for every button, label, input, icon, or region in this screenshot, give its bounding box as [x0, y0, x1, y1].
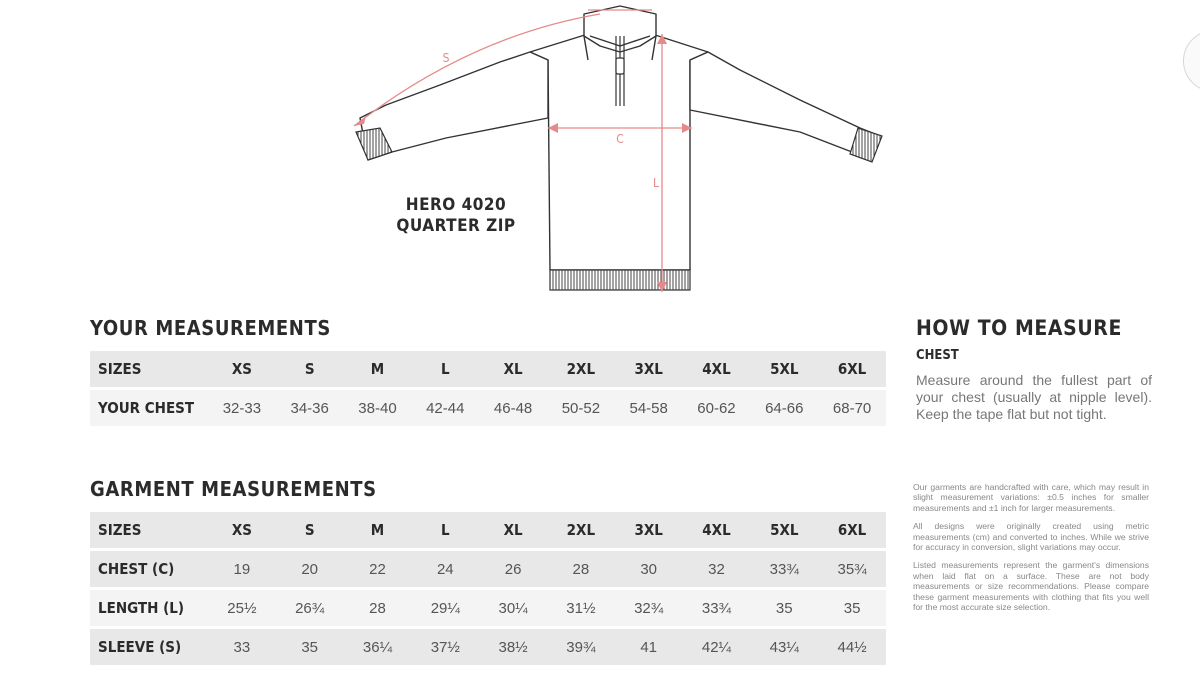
table-cell: 24	[411, 551, 479, 587]
garment-diagram	[340, 0, 900, 300]
measurement-notes	[913, 482, 1149, 620]
table-header-row	[90, 512, 886, 548]
product-name	[396, 195, 516, 237]
table-cell: 32¾	[615, 590, 683, 626]
table-cell: 37½	[411, 629, 479, 665]
row-label-sleeve: SLEEVE (S)	[90, 629, 208, 665]
size-xl: XL	[479, 351, 547, 387]
table-cell: 42-44	[411, 390, 479, 426]
table-cell: 44½	[818, 629, 886, 665]
how-to-measure-text: Measure around the fullest part of your chest (usually at nipple level). Keep the tape flat but not tight.	[916, 372, 1152, 422]
table-cell: 35	[818, 590, 886, 626]
product-name-line2: QUARTER ZIP	[396, 216, 516, 236]
table-cell: 38½	[479, 629, 547, 665]
table-cell: 39¾	[547, 629, 615, 665]
table-cell: 34-36	[276, 390, 344, 426]
chest-label: C	[616, 132, 624, 146]
garment-measurements-table	[90, 509, 886, 668]
table-cell: 32-33	[208, 390, 276, 426]
your-measurements-table	[90, 348, 886, 429]
table-cell: 33¾	[683, 590, 751, 626]
sizes-label: SIZES	[90, 351, 208, 387]
table-cell: 46-48	[479, 390, 547, 426]
size-xl: XL	[479, 512, 547, 548]
table-cell: 35	[750, 590, 818, 626]
table-cell: 22	[344, 551, 412, 587]
size-s: S	[276, 512, 344, 548]
table-cell: 29¼	[411, 590, 479, 626]
garment-measurements-title: GARMENT MEASUREMENTS	[90, 477, 377, 501]
table-cell: 42¼	[683, 629, 751, 665]
table-header-row	[90, 351, 886, 387]
table-cell: 25½	[208, 590, 276, 626]
size-2xl: 2XL	[547, 512, 615, 548]
table-row	[90, 390, 886, 426]
table-cell: 26	[479, 551, 547, 587]
table-cell: 26¾	[276, 590, 344, 626]
table-cell: 60-62	[683, 390, 751, 426]
size-s: S	[276, 351, 344, 387]
table-cell: 54-58	[615, 390, 683, 426]
note-metric: All designs were originally created using metric measurements (cm) and converted to inches. While we strive for accuracy in conversion, slight variations may occur.	[913, 521, 1149, 553]
length-label: L	[652, 176, 660, 190]
size-4xl: 4XL	[683, 512, 751, 548]
size-6xl: 6XL	[818, 512, 886, 548]
hem-band	[550, 270, 690, 290]
note-handcrafted: Our garments are handcrafted with care, which may result in slight measurement variations: ±0.5 inches for smaller measurements and ±1 inch for larger measurements.	[913, 482, 1149, 513]
size-m: M	[344, 512, 412, 548]
size-l: L	[411, 512, 479, 548]
table-cell: 43¼	[750, 629, 818, 665]
table-cell: 36¼	[344, 629, 412, 665]
row-label-chest: CHEST (C)	[90, 551, 208, 587]
size-3xl: 3XL	[615, 351, 683, 387]
product-name-line1: HERO 4020	[405, 195, 507, 215]
table-row	[90, 629, 886, 665]
table-row	[90, 590, 886, 626]
size-xs: XS	[208, 351, 276, 387]
size-5xl: 5XL	[750, 512, 818, 548]
table-cell: 50-52	[547, 390, 615, 426]
size-m: M	[344, 351, 412, 387]
table-cell: 35	[276, 629, 344, 665]
size-l: L	[411, 351, 479, 387]
table-cell: 32	[683, 551, 751, 587]
size-xs: XS	[208, 512, 276, 548]
table-cell: 33¾	[750, 551, 818, 587]
row-label-length: LENGTH (L)	[90, 590, 208, 626]
size-5xl: 5XL	[750, 351, 818, 387]
table-cell: 35¾	[818, 551, 886, 587]
row-label-your-chest: YOUR CHEST	[90, 390, 208, 426]
table-row	[90, 551, 886, 587]
table-cell: 20	[276, 551, 344, 587]
size-4xl: 4XL	[683, 351, 751, 387]
size-6xl: 6XL	[818, 351, 886, 387]
how-to-measure-subtitle: CHEST	[916, 348, 959, 363]
table-cell: 30¼	[479, 590, 547, 626]
size-3xl: 3XL	[615, 512, 683, 548]
carousel-next-button[interactable]	[1183, 30, 1200, 92]
how-to-measure-title: HOW TO MEASURE	[916, 316, 1122, 340]
table-cell: 33	[208, 629, 276, 665]
your-measurements-title: YOUR MEASUREMENTS	[90, 316, 331, 340]
sizes-label: SIZES	[90, 512, 208, 548]
table-cell: 31½	[547, 590, 615, 626]
note-flat-measurements: Listed measurements represent the garment's dimensions when laid flat on a surface. These are not body measurements or size recommendations. Please compare these garment measurements with clothing that fits you well for the most accurate size selection.	[913, 560, 1149, 613]
sleeve-label: S	[442, 51, 450, 65]
table-cell: 68-70	[818, 390, 886, 426]
table-cell: 64-66	[750, 390, 818, 426]
table-cell: 38-40	[344, 390, 412, 426]
table-cell: 30	[615, 551, 683, 587]
size-2xl: 2XL	[547, 351, 615, 387]
right-sleeve	[690, 52, 880, 160]
table-cell: 28	[547, 551, 615, 587]
table-cell: 19	[208, 551, 276, 587]
table-cell: 28	[344, 590, 412, 626]
table-cell: 41	[615, 629, 683, 665]
